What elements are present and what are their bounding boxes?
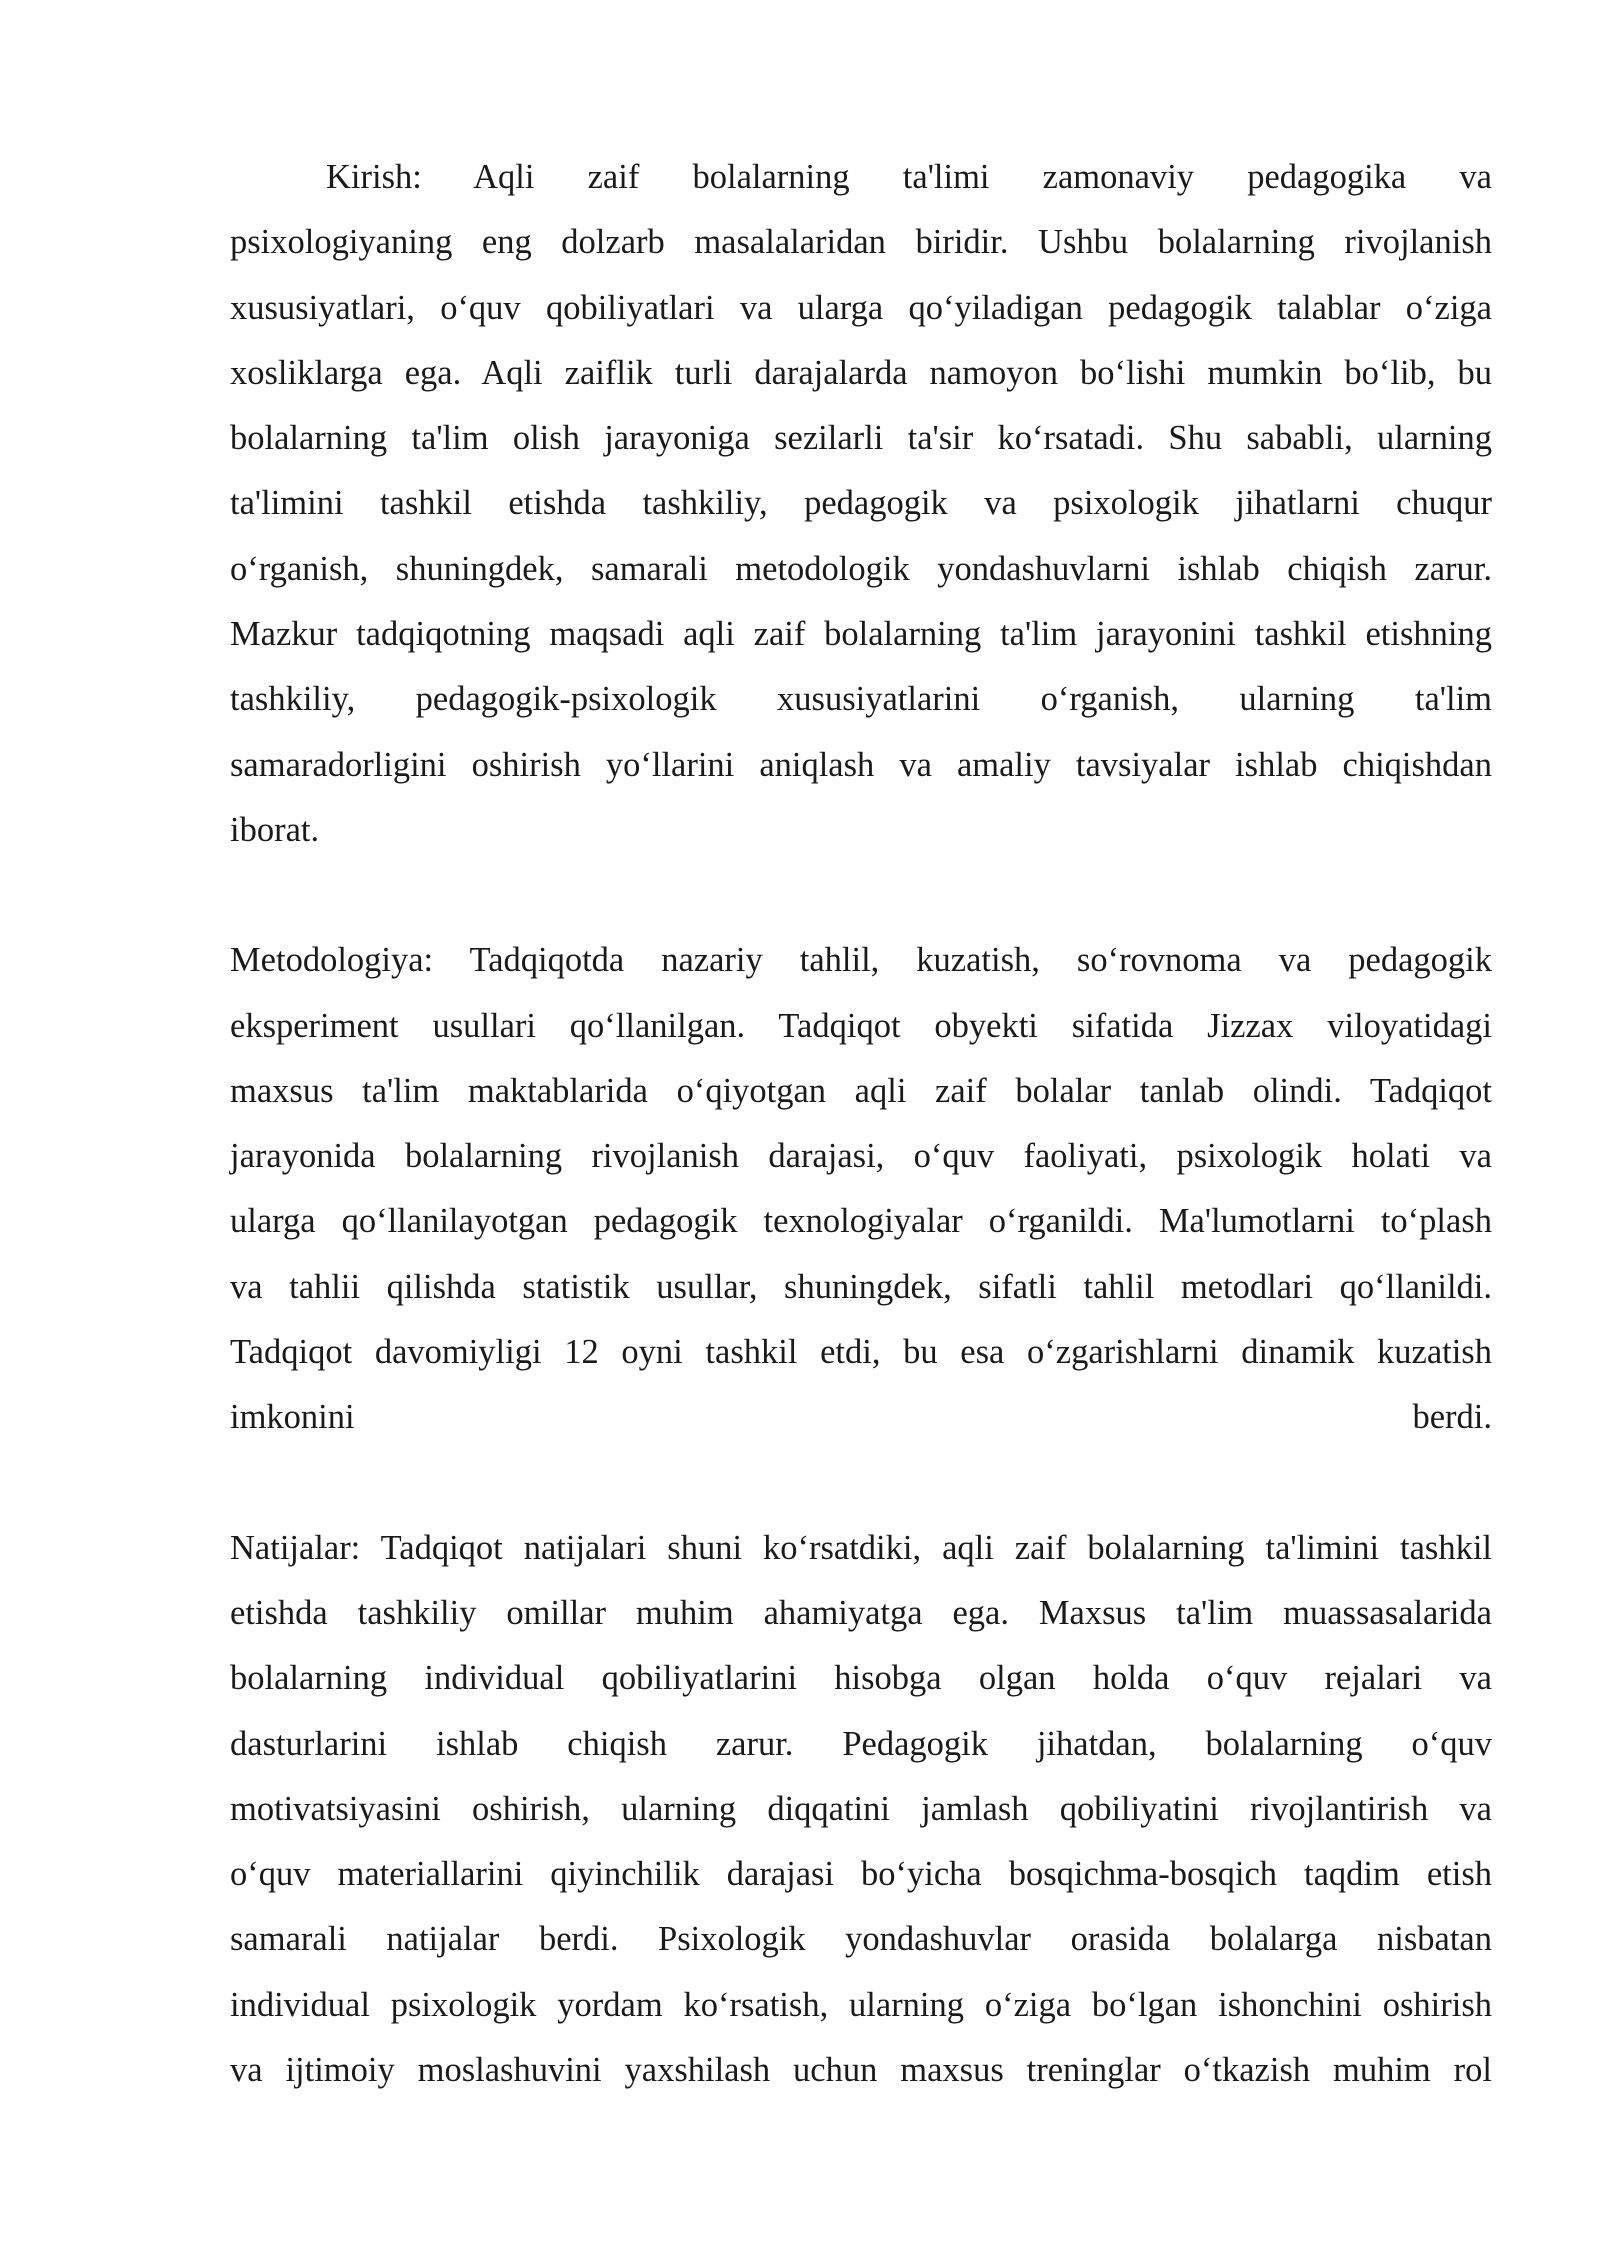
text-line: xususiyatlari, o‘quv qobiliyatlari va ularga qo‘yiladigan pedagogik talablar o‘ziga	[230, 288, 1492, 327]
text-line: samarali natijalar berdi. Psixologik yondashuvlar orasida bolalarga nisbatan	[230, 1920, 1492, 1959]
text-line: imkonini berdi.	[230, 1398, 1492, 1437]
text-line: ta'limini tashkil etishda tashkiliy, pedagogik va psixologik jihatlarni chuqur	[230, 484, 1492, 523]
text-line: ularga qo‘llanilayotgan pedagogik texnologiyalar o‘rganildi. Ma'lumotlarni to‘plash	[230, 1202, 1492, 1241]
text-line: xosliklarga ega. Aqli zaiflik turli darajalarda namoyon bo‘lishi mumkin bo‘lib, bu	[230, 353, 1492, 392]
text-line: dasturlarini ishlab chiqish zarur. Pedagogik jihatdan, bolalarning o‘quv	[230, 1724, 1492, 1763]
text-line: va tahlii qilishda statistik usullar, shuningdek, sifatli tahlil metodlari qo‘llanildi.	[230, 1267, 1492, 1306]
text-line: psixologiyaning eng dolzarb masalalaridan biridir. Ushbu bolalarning rivojlanish	[230, 223, 1492, 262]
text-line: Mazkur tadqiqotning maqsadi aqli zaif bolalarning ta'lim jarayonini tashkil etishning	[230, 615, 1492, 654]
text-line: iborat.	[230, 810, 320, 849]
text-line: o‘rganish, shuningdek, samarali metodologik yondashuvlarni ishlab chiqish zarur.	[230, 549, 1492, 588]
document-body	[230, 145, 1492, 2103]
text-line: individual psixologik yordam ko‘rsatish, ularning o‘ziga bo‘lgan ishonchini oshirish	[230, 1985, 1492, 2024]
text-line: eksperiment usullari qo‘llanilgan. Tadqiqot obyekti sifatida Jizzax viloyatidagi	[230, 1006, 1492, 1045]
text-line: maxsus ta'lim maktablarida o‘qiyotgan aqli zaif bolalar tanlab olindi. Tadqiqot	[230, 1071, 1492, 1110]
text-line: Natijalar: Tadqiqot natijalari shuni ko‘rsatdiki, aqli zaif bolalarning ta'limini tashkil	[230, 1528, 1492, 1567]
text-line: tashkiliy, pedagogik-psixologik xususiyatlarini o‘rganish, ularning ta'lim	[230, 680, 1492, 719]
text-line: etishda tashkiliy omillar muhim ahamiyatga ega. Maxsus ta'lim muassasalarida	[230, 1593, 1492, 1632]
text-line: bolalarning ta'lim olish jarayoniga sezilarli ta'sir ko‘rsatadi. Shu sababli, ularning	[230, 419, 1492, 458]
text-line: bolalarning individual qobiliyatlarini hisobga olgan holda o‘quv rejalari va	[230, 1659, 1492, 1698]
paragraph-methodology	[230, 928, 1492, 1450]
text-line: va ijtimoiy moslashuvini yaxshilash uchun maxsus treninglar o‘tkazish muhim rol	[230, 2051, 1492, 2090]
text-line: Kirish: Aqli zaif bolalarning ta'limi zamonaviy pedagogika va	[326, 158, 1492, 196]
text-line: o‘quv materiallarini qiyinchilik darajasi bo‘yicha bosqichma-bosqich taqdim etish	[230, 1855, 1492, 1894]
paragraph-results	[230, 1516, 1492, 2104]
paragraph-spacer	[230, 1451, 1492, 1516]
paragraph-spacer	[230, 863, 1492, 928]
text-line: Metodologiya: Tadqiqotda nazariy tahlil, kuzatish, so‘rovnoma va pedagogik	[230, 941, 1492, 980]
text-line: motivatsiyasini oshirish, ularning diqqatini jamlash qobiliyatini rivojlantirish va	[230, 1789, 1492, 1828]
text-line: samaradorligini oshirish yo‘llarini aniqlash va amaliy tavsiyalar ishlab chiqishdan	[230, 745, 1492, 784]
text-line: jarayonida bolalarning rivojlanish darajasi, o‘quv faoliyati, psixologik holati va	[230, 1137, 1492, 1176]
text-line: Tadqiqot davomiyligi 12 oyni tashkil etdi, bu esa o‘zgarishlarni dinamik kuzatish	[230, 1333, 1492, 1372]
paragraph-introduction	[230, 145, 1492, 863]
